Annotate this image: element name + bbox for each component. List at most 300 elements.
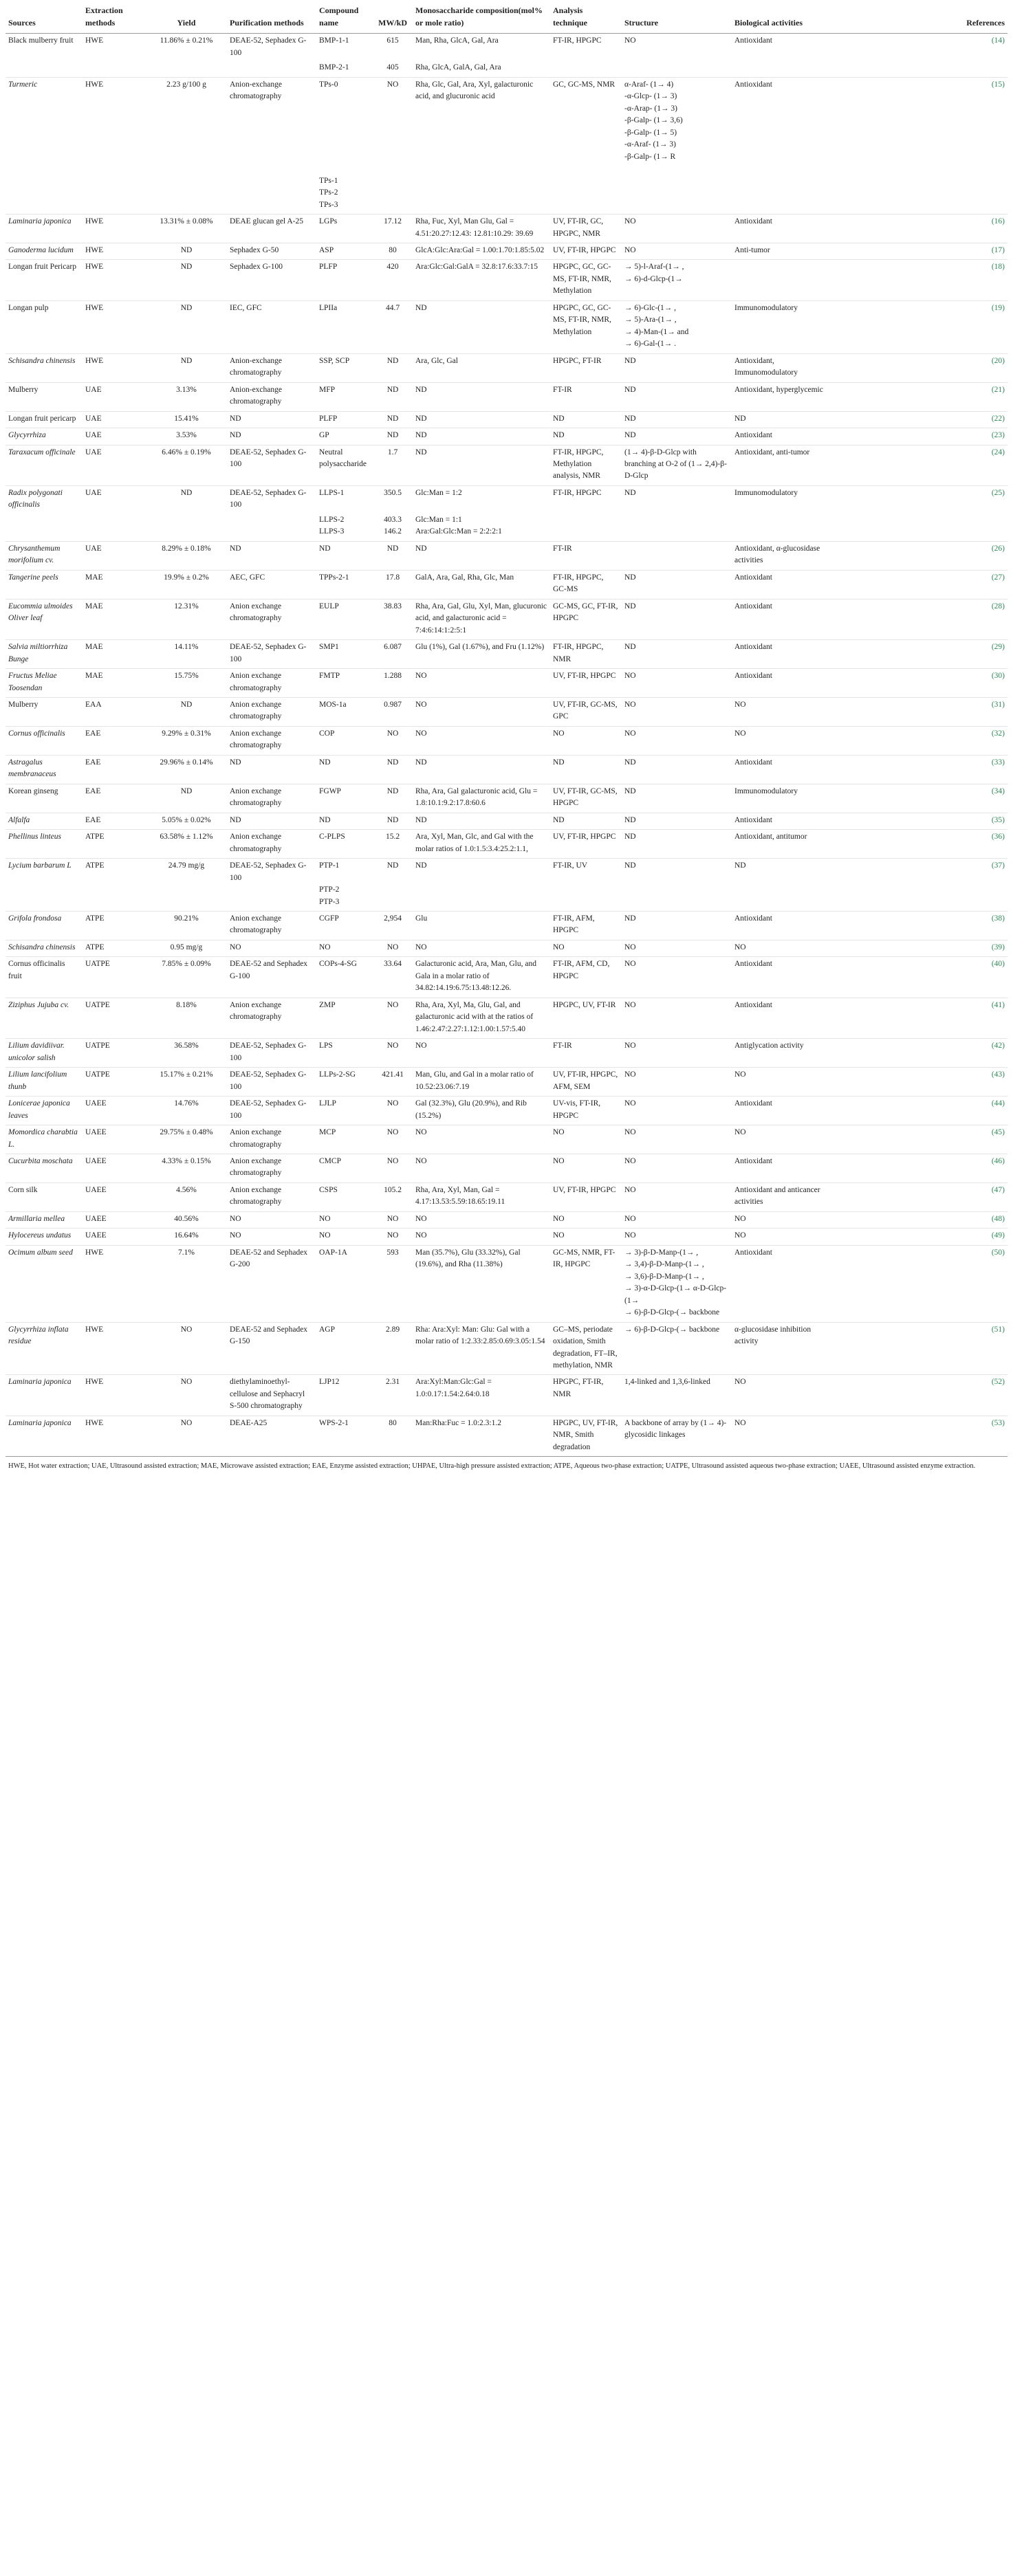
cell-reference	[828, 1125, 1007, 1154]
cell-compound-name: COPs-4-SG	[316, 957, 373, 998]
cell-yield	[146, 62, 227, 77]
cell-molecular-weight: 33.64	[373, 957, 413, 998]
cell-purification-method: Anion exchange chromatography	[227, 1182, 316, 1211]
cell-reference	[828, 1097, 1007, 1125]
cell-purification-method: Anion exchange chromatography	[227, 1154, 316, 1182]
cell-monosaccharide-composition: Man (35.7%), Glu (33.32%), Gal (19.6%), and Rha (11.38%)	[413, 1245, 550, 1322]
cell-reference	[828, 353, 1007, 382]
table-row	[6, 445, 1007, 485]
cell-source: Mulberry	[6, 382, 83, 411]
cell-compound-name: MOS-1a	[316, 697, 373, 726]
cell-monosaccharide-composition: Glu (1%), Gal (1.67%), and Fru (1.12%)	[413, 640, 550, 669]
cell-yield: NO	[146, 1416, 227, 1456]
cell-source: Laminaria japonica	[6, 214, 83, 243]
cell-analysis-technique	[550, 62, 622, 77]
reference-link[interactable]: (26)	[991, 544, 1005, 553]
cell-compound-name: LLPS-1	[316, 485, 373, 514]
table-row	[6, 1322, 1007, 1375]
table-row	[6, 243, 1007, 259]
cell-purification-method: NO	[227, 1229, 316, 1245]
cell-analysis-technique: NO	[550, 1125, 622, 1154]
cell-analysis-technique: NO	[550, 1154, 622, 1182]
cell-structure: NO	[622, 214, 732, 243]
cell-structure: NO	[622, 957, 732, 998]
cell-analysis-technique: FT-IR, AFM, HPGPC	[550, 912, 622, 940]
cell-biological-activities: Immunomodulatory	[732, 784, 828, 813]
cell-compound-name: FMTP	[316, 669, 373, 698]
cell-analysis-technique: FT-IR, HPGPC, NMR	[550, 640, 622, 669]
cell-source: Laminaria japonica	[6, 1375, 83, 1416]
cell-yield: 4.33% ± 0.15%	[146, 1154, 227, 1182]
cell-analysis-technique: NO	[550, 1229, 622, 1245]
reference-link[interactable]: (37)	[991, 861, 1005, 870]
cell-biological-activities: NO	[732, 1375, 828, 1416]
cell-purification-method: Anion exchange chromatography	[227, 784, 316, 813]
cell-structure: → 5)-l-Araf-(1→ , → 6)-d-Glcp-(1→	[622, 260, 732, 300]
table-row	[6, 1125, 1007, 1154]
cell-source: Lonicerae japonica leaves	[6, 1097, 83, 1125]
cell-biological-activities: ND	[732, 411, 828, 428]
cell-analysis-technique: GC-MS, NMR, FT-IR, HPGPC	[550, 1245, 622, 1322]
cell-structure: NO	[622, 1068, 732, 1097]
cell-yield: 63.58% ± 1.12%	[146, 830, 227, 859]
cell-monosaccharide-composition: Ara:Glc:Gal:GalA = 32.8:17.6:33.7:15	[413, 260, 550, 300]
reference-link[interactable]: (30)	[991, 672, 1005, 681]
cell-reference	[828, 300, 1007, 353]
cell-source: Glycyrrhiza	[6, 428, 83, 445]
cell-biological-activities: α-glucosidase inhibition activity	[732, 1322, 828, 1375]
cell-reference	[828, 640, 1007, 669]
cell-extraction-method: HWE	[83, 260, 146, 300]
cell-source: Longan pulp	[6, 300, 83, 353]
header-compound-name: Compound name	[316, 3, 373, 34]
cell-monosaccharide-composition: Glu	[413, 912, 550, 940]
cell-structure: NO	[622, 697, 732, 726]
cell-molecular-weight: NO	[373, 1154, 413, 1182]
cell-compound-name: NO	[316, 940, 373, 956]
reference-link[interactable]: (49)	[991, 1231, 1005, 1240]
cell-purification-method	[227, 62, 316, 77]
cell-extraction-method: UATPE	[83, 998, 146, 1038]
cell-extraction-method: UAE	[83, 485, 146, 514]
cell-compound-name: SMP1	[316, 640, 373, 669]
cell-reference	[828, 62, 1007, 77]
reference-link[interactable]: (52)	[991, 1378, 1005, 1387]
cell-extraction-method: UAE	[83, 541, 146, 570]
cell-reference	[828, 957, 1007, 998]
reference-link[interactable]: (28)	[991, 602, 1005, 610]
reference-link[interactable]: (53)	[991, 1418, 1005, 1427]
cell-yield: NO	[146, 1375, 227, 1416]
cell-biological-activities: Antioxidant	[732, 640, 828, 669]
cell-yield: NO	[146, 1322, 227, 1375]
cell-reference	[828, 697, 1007, 726]
cell-structure: NO	[622, 1039, 732, 1068]
cell-reference	[828, 514, 1007, 541]
cell-purification-method: DEAE-52, Sephadex G-100	[227, 640, 316, 669]
table-row	[6, 1097, 1007, 1125]
reference-link[interactable]: (39)	[991, 943, 1005, 951]
cell-source: Ganoderma lucidum	[6, 243, 83, 259]
cell-extraction-method: ATPE	[83, 940, 146, 956]
cell-biological-activities: Antioxidant	[732, 214, 828, 243]
reference-link[interactable]: (14)	[991, 36, 1005, 45]
table-row	[6, 1375, 1007, 1416]
cell-compound-name: ASP	[316, 243, 373, 259]
cell-reference	[828, 755, 1007, 784]
cell-compound-name: CSPS	[316, 1182, 373, 1211]
cell-reference	[828, 830, 1007, 859]
cell-purification-method: diethylaminoethyl-cellulose and Sephacryl S-500 chromatography	[227, 1375, 316, 1416]
cell-molecular-weight: 38.83	[373, 599, 413, 639]
cell-source: Longan fruit Pericarp	[6, 260, 83, 300]
cell-purification-method: NO	[227, 1211, 316, 1228]
cell-biological-activities: NO	[732, 1211, 828, 1228]
cell-structure: ND	[622, 485, 732, 514]
cell-source: Chrysanthemum morifolium cv.	[6, 541, 83, 570]
cell-monosaccharide-composition: ND	[413, 445, 550, 485]
cell-biological-activities: Antioxidant, α-glucosidase activities	[732, 541, 828, 570]
cell-source: Salvia miltiorrhiza Bunge	[6, 640, 83, 669]
header-monosaccharide-composition: Monosaccharide composition(mol% or mole ratio)	[413, 3, 550, 34]
cell-compound-name: PTP-1 PTP-2 PTP-3	[316, 859, 373, 912]
reference-link[interactable]: (15)	[991, 80, 1005, 89]
cell-purification-method: DEAE glucan gel A-25	[227, 214, 316, 243]
cell-yield: 5.05% ± 0.02%	[146, 813, 227, 829]
cell-compound-name: C-PLPS	[316, 830, 373, 859]
cell-analysis-technique: ND	[550, 428, 622, 445]
cell-compound-name: MFP	[316, 382, 373, 411]
cell-reference	[828, 1182, 1007, 1211]
cell-reference	[828, 570, 1007, 599]
cell-monosaccharide-composition: Ara, Glc, Gal	[413, 353, 550, 382]
header-purification-methods: Purification methods	[227, 3, 316, 34]
reference-link[interactable]: (16)	[991, 217, 1005, 226]
cell-monosaccharide-composition: NO	[413, 669, 550, 698]
cell-extraction-method: HWE	[83, 1245, 146, 1322]
reference-link[interactable]: (21)	[991, 385, 1005, 394]
table-row	[6, 784, 1007, 813]
reference-link[interactable]: (27)	[991, 573, 1005, 582]
cell-extraction-method: UATPE	[83, 1039, 146, 1068]
reference-link[interactable]: (25)	[991, 488, 1005, 497]
cell-compound-name: TPs-0 TPs-1 TPs-2 TPs-3	[316, 77, 373, 214]
cell-purification-method: ND	[227, 411, 316, 428]
reference-link[interactable]: (33)	[991, 758, 1005, 767]
cell-extraction-method: UAEE	[83, 1211, 146, 1228]
cell-structure: NO	[622, 998, 732, 1038]
cell-molecular-weight: 421.41	[373, 1068, 413, 1097]
cell-analysis-technique: NO	[550, 940, 622, 956]
cell-compound-name: LJLP	[316, 1097, 373, 1125]
cell-compound-name: SSP, SCP	[316, 353, 373, 382]
reference-link[interactable]: (29)	[991, 643, 1005, 652]
cell-analysis-technique: NO	[550, 1211, 622, 1228]
cell-analysis-technique: FT-IR, AFM, CD, HPGPC	[550, 957, 622, 998]
reference-link[interactable]: (24)	[991, 448, 1005, 456]
cell-purification-method: DEAE-52, Sephadex G-100	[227, 859, 316, 912]
cell-source: Radix polygonati officinalis	[6, 485, 83, 514]
cell-structure: ND	[622, 599, 732, 639]
cell-molecular-weight: 593	[373, 1245, 413, 1322]
cell-source: Phellinus linteus	[6, 830, 83, 859]
cell-purification-method: NO	[227, 940, 316, 956]
cell-reference	[828, 1229, 1007, 1245]
table-row	[6, 599, 1007, 639]
cell-extraction-method: UAEE	[83, 1097, 146, 1125]
cell-purification-method: Anion-exchange chromatography	[227, 353, 316, 382]
cell-structure: → 6)-β-D-Glcp-(→ backbone	[622, 1322, 732, 1375]
reference-link[interactable]: (48)	[991, 1214, 1005, 1223]
cell-reference	[828, 1245, 1007, 1322]
cell-monosaccharide-composition: Glc:Man = 1:2	[413, 485, 550, 514]
table-row	[6, 830, 1007, 859]
reference-link[interactable]: (31)	[991, 700, 1005, 709]
cell-structure: → 6)-Glc-(1→ , → 5)-Ara-(1→ , → 4)-Man-(1→ and → 6)-Gal-(1→ .	[622, 300, 732, 353]
cell-yield: ND	[146, 697, 227, 726]
polysaccharide-table	[6, 3, 1007, 1456]
cell-monosaccharide-composition: ND	[413, 428, 550, 445]
reference-link[interactable]: (45)	[991, 1128, 1005, 1137]
cell-source: Lilium davidiivar. unicolor salish	[6, 1039, 83, 1068]
table-row	[6, 62, 1007, 77]
cell-extraction-method: ATPE	[83, 912, 146, 940]
cell-purification-method: DEAE-52 and Sephadex G-100	[227, 957, 316, 998]
cell-monosaccharide-composition: NO	[413, 1211, 550, 1228]
reference-link[interactable]: (46)	[991, 1156, 1005, 1165]
cell-purification-method: DEAE-52, Sephadex G-100	[227, 1097, 316, 1125]
cell-reference	[828, 1154, 1007, 1182]
cell-reference	[828, 1375, 1007, 1416]
cell-analysis-technique: GC, GC-MS, NMR	[550, 77, 622, 214]
cell-compound-name: LLPS-2 LLPS-3	[319, 515, 345, 536]
cell-molecular-weight: NO	[373, 940, 413, 956]
cell-purification-method: DEAE-52, Sephadex G-100	[227, 445, 316, 485]
cell-monosaccharide-composition: NO	[413, 1125, 550, 1154]
cell-molecular-weight: 405	[386, 63, 399, 72]
cell-analysis-technique: HPGPC, UV, FT-IR	[550, 998, 622, 1038]
header-mw: MW/kD	[373, 3, 413, 34]
cell-structure	[622, 514, 732, 541]
reference-link[interactable]: (23)	[991, 431, 1005, 440]
cell-analysis-technique: ND	[550, 411, 622, 428]
cell-biological-activities: Antioxidant, antitumor	[732, 830, 828, 859]
cell-extraction-method: UAE	[83, 411, 146, 428]
cell-compound-name: GP	[316, 428, 373, 445]
cell-yield: 15.41%	[146, 411, 227, 428]
table-row	[6, 755, 1007, 784]
cell-source: Armillaria mellea	[6, 1211, 83, 1228]
cell-reference	[828, 813, 1007, 829]
reference-link[interactable]: (44)	[991, 1099, 1005, 1108]
cell-structure: ND	[622, 755, 732, 784]
cell-molecular-weight: ND	[373, 813, 413, 829]
reference-link[interactable]: (32)	[991, 729, 1005, 738]
cell-extraction-method: HWE	[83, 243, 146, 259]
table-row	[6, 697, 1007, 726]
cell-molecular-weight: 403.3 146.2	[384, 515, 402, 536]
cell-biological-activities: ND	[732, 859, 828, 912]
reference-link[interactable]: (42)	[991, 1042, 1005, 1050]
cell-source	[6, 62, 83, 77]
table-row	[6, 34, 1007, 62]
table-row	[6, 912, 1007, 940]
reference-link[interactable]: (38)	[991, 914, 1005, 923]
cell-extraction-method: HWE	[83, 34, 146, 62]
cell-yield: ND	[146, 784, 227, 813]
cell-extraction-method: UAEE	[83, 1154, 146, 1182]
table-row	[6, 1229, 1007, 1245]
cell-source: Schisandra chinensis	[6, 940, 83, 956]
cell-structure: (1→ 4)-β-D-Glcp with branching at O-2 of (1→ 2,4)-β-D-Glcp	[622, 445, 732, 485]
reference-link[interactable]: (18)	[991, 263, 1005, 272]
cell-analysis-technique: HPGPC, FT-IR, NMR	[550, 1375, 622, 1416]
cell-reference	[828, 445, 1007, 485]
cell-monosaccharide-composition: Rha, Ara, Xyl, Man, Gal = 4.17:13.53:5.59:18.65:19.11	[413, 1182, 550, 1211]
table-body	[6, 34, 1007, 1456]
cell-monosaccharide-composition: Rha: Ara:Xyl: Man: Glu: Gal with a molar ratio of 1:2.33:2.85:0.69:3.05:1.54	[413, 1322, 550, 1375]
table-row	[6, 300, 1007, 353]
cell-monosaccharide-composition: Man, Rha, GlcA, Gal, Ara	[413, 34, 550, 62]
cell-yield: 14.76%	[146, 1097, 227, 1125]
cell-yield: 90.21%	[146, 912, 227, 940]
cell-compound-name: AGP	[316, 1322, 373, 1375]
reference-link[interactable]: (35)	[991, 815, 1005, 824]
cell-structure: NO	[622, 1182, 732, 1211]
cell-purification-method: Anion exchange chromatography	[227, 669, 316, 698]
cell-yield: 9.29% ± 0.31%	[146, 726, 227, 755]
table-row	[6, 514, 1007, 541]
cell-yield: 7.1%	[146, 1245, 227, 1322]
cell-molecular-weight: 80	[373, 1416, 413, 1456]
cell-reference	[828, 260, 1007, 300]
cell-molecular-weight: 1.288	[373, 669, 413, 698]
cell-biological-activities: Antioxidant	[732, 77, 828, 214]
reference-link[interactable]: (17)	[991, 245, 1005, 254]
cell-yield: 29.96% ± 0.14%	[146, 755, 227, 784]
cell-monosaccharide-composition: ND	[413, 300, 550, 353]
reference-link[interactable]: (34)	[991, 786, 1005, 795]
cell-extraction-method: UAE	[83, 445, 146, 485]
table-row	[6, 813, 1007, 829]
cell-monosaccharide-composition: Rha, Ara, Gal, Glu, Xyl, Man, glucuronic acid, and galacturonic acid = 7:4:6:14:1:2:5:1	[413, 599, 550, 639]
cell-reference	[828, 784, 1007, 813]
cell-source	[6, 514, 83, 541]
cell-extraction-method: HWE	[83, 1375, 146, 1416]
reference-link[interactable]: (22)	[991, 414, 1005, 423]
cell-extraction-method: UAEE	[83, 1182, 146, 1211]
cell-yield: 3.53%	[146, 428, 227, 445]
cell-yield: 36.58%	[146, 1039, 227, 1068]
cell-biological-activities: Antioxidant	[732, 998, 828, 1038]
table-row	[6, 1154, 1007, 1182]
reference-link[interactable]: (19)	[991, 303, 1005, 312]
table-row	[6, 214, 1007, 243]
cell-analysis-technique: HPGPC, GC, GC-MS, FT-IR, NMR, Methylation	[550, 300, 622, 353]
reference-link[interactable]: (36)	[991, 833, 1005, 841]
cell-source: Eucommia ulmoides Oliver leaf	[6, 599, 83, 639]
cell-yield: ND	[146, 485, 227, 514]
table-row	[6, 859, 1007, 912]
cell-molecular-weight: ND	[373, 428, 413, 445]
cell-extraction-method: UATPE	[83, 1068, 146, 1097]
table-row	[6, 1245, 1007, 1322]
cell-biological-activities: Antioxidant	[732, 669, 828, 698]
cell-biological-activities	[732, 62, 828, 77]
reference-link[interactable]: (50)	[991, 1248, 1005, 1257]
cell-purification-method: Sephadex G-100	[227, 260, 316, 300]
cell-yield: 0.95 mg/g	[146, 940, 227, 956]
cell-monosaccharide-composition: ND	[413, 755, 550, 784]
cell-source: Grifola frondosa	[6, 912, 83, 940]
cell-biological-activities: Antioxidant, hyperglycemic	[732, 382, 828, 411]
cell-extraction-method: EAE	[83, 813, 146, 829]
cell-molecular-weight: 2,954	[373, 912, 413, 940]
cell-extraction-method	[83, 62, 146, 77]
cell-purification-method: DEAE-52 and Sephadex G-200	[227, 1245, 316, 1322]
reference-link[interactable]: (40)	[991, 960, 1005, 969]
cell-molecular-weight: NO	[373, 998, 413, 1038]
cell-extraction-method: EAE	[83, 755, 146, 784]
cell-biological-activities: NO	[732, 1068, 828, 1097]
table-footnote: HWE, Hot water extraction; UAE, Ultrasound assisted extraction; MAE, Microwave assisted extraction; EAE, Enzyme assisted extraction; UHPAE, Ultra-high pressure assisted extraction; ATPE, Aqueous two-phase extraction; UATPE, Ultrasound assisted aqueous two-phase extraction; UAEE, Ultrasound assisted enzyme extraction.	[6, 1456, 1007, 1471]
cell-purification-method: ND	[227, 428, 316, 445]
cell-purification-method: DEAE-52, Sephadex G-100	[227, 485, 316, 514]
table-row	[6, 726, 1007, 755]
cell-reference	[828, 669, 1007, 698]
cell-reference	[828, 1068, 1007, 1097]
table-row	[6, 353, 1007, 382]
cell-source: Longan fruit pericarp	[6, 411, 83, 428]
cell-reference	[828, 940, 1007, 956]
cell-source: Corn silk	[6, 1182, 83, 1211]
cell-molecular-weight: 2.31	[373, 1375, 413, 1416]
cell-extraction-method: UAEE	[83, 1229, 146, 1245]
header-extraction-methods: Extraction methods	[83, 3, 146, 34]
cell-extraction-method: UAE	[83, 382, 146, 411]
cell-compound-name: LPIIa	[316, 300, 373, 353]
cell-molecular-weight: 615	[373, 34, 413, 62]
reference-link[interactable]: (43)	[991, 1070, 1005, 1079]
table-row	[6, 260, 1007, 300]
cell-yield: 29.75% ± 0.48%	[146, 1125, 227, 1154]
reference-link[interactable]: (41)	[991, 1000, 1005, 1009]
cell-biological-activities: Antioxidant	[732, 599, 828, 639]
cell-extraction-method: MAE	[83, 599, 146, 639]
cell-compound-name: LGPs	[316, 214, 373, 243]
reference-link[interactable]: (20)	[991, 356, 1005, 365]
table-row	[6, 957, 1007, 998]
cell-source: Turmeric	[6, 77, 83, 214]
cell-purification-method: ND	[227, 813, 316, 829]
cell-extraction-method: HWE	[83, 1416, 146, 1456]
reference-link[interactable]: (51)	[991, 1325, 1005, 1334]
cell-molecular-weight: 15.2	[373, 830, 413, 859]
cell-analysis-technique: FT-IR, HPGPC	[550, 485, 622, 514]
cell-biological-activities: Antioxidant	[732, 1097, 828, 1125]
cell-structure: ND	[622, 382, 732, 411]
cell-molecular-weight: NO	[373, 77, 413, 214]
reference-link[interactable]: (47)	[991, 1185, 1005, 1194]
cell-biological-activities: Immunomodulatory	[732, 300, 828, 353]
cell-monosaccharide-composition: NO	[413, 726, 550, 755]
cell-analysis-technique: FT-IR	[550, 541, 622, 570]
cell-monosaccharide-composition: Rha, Glc, Gal, Ara, Xyl, galacturonic acid, and glucuronic acid	[413, 77, 550, 214]
cell-extraction-method: UATPE	[83, 957, 146, 998]
cell-structure: NO	[622, 243, 732, 259]
cell-source: Cornus officinalis fruit	[6, 957, 83, 998]
cell-molecular-weight: ND	[373, 784, 413, 813]
